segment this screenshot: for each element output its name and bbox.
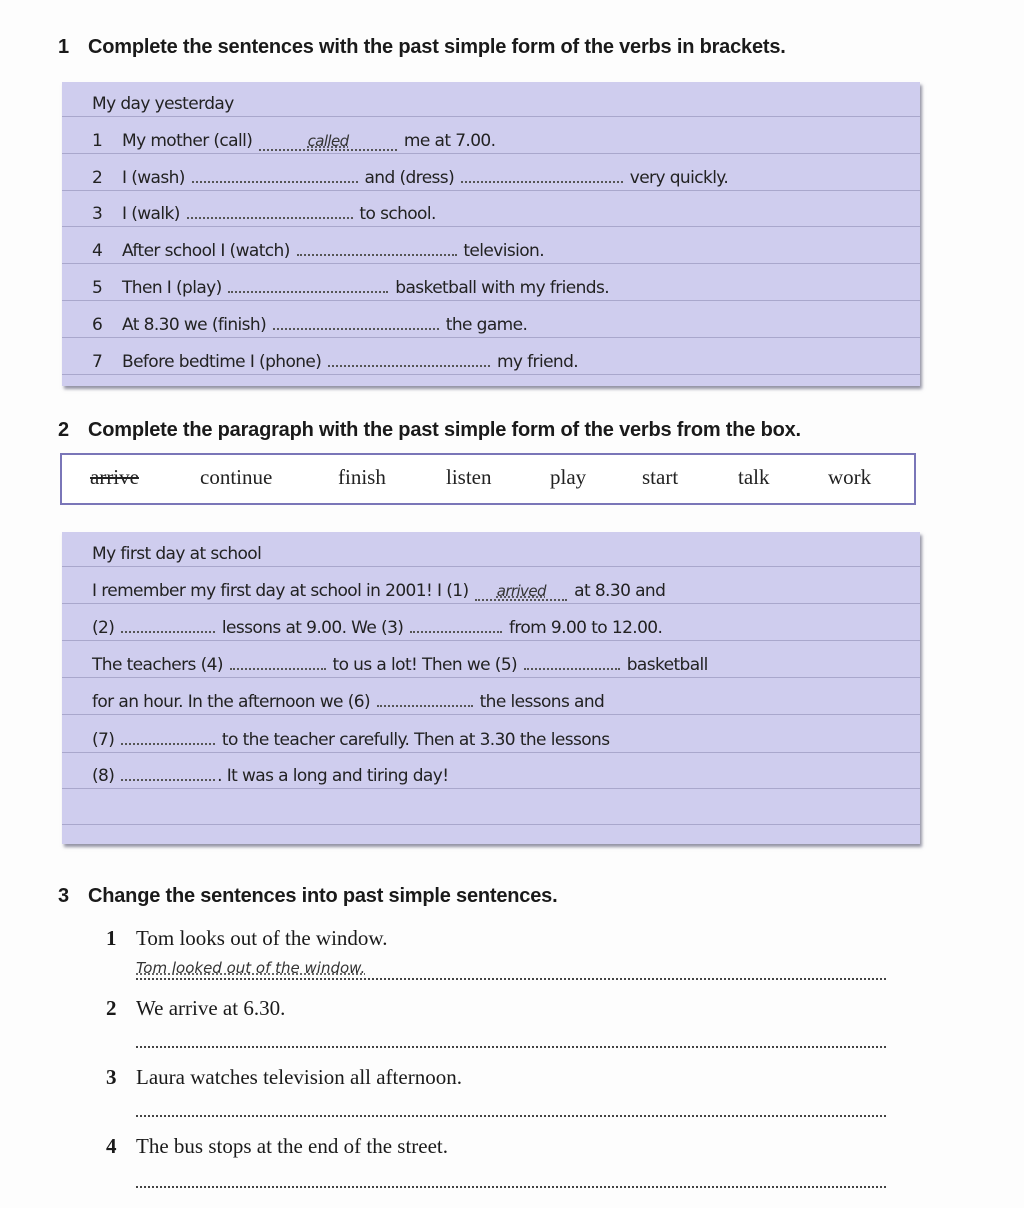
answer-blank[interactable] <box>121 731 215 745</box>
notebook-panel-my-day <box>62 82 920 386</box>
exercise-3-item: 2 We arrive at 6.30. <box>106 996 286 1020</box>
notebook-title: My day yesterday <box>62 92 920 117</box>
answer-line[interactable]: Tom looked out of the window. <box>136 958 886 980</box>
word-box-item: talk <box>738 465 770 489</box>
answer-blank[interactable] <box>461 169 623 183</box>
word-box-item: finish <box>338 465 386 489</box>
answer-blank[interactable] <box>228 279 388 293</box>
word-box-item: start <box>642 465 679 489</box>
empty-ruled-line <box>62 800 920 825</box>
exercise-3-item: 3 Laura watches television all afternoon. <box>106 1065 462 1089</box>
answer-blank[interactable] <box>524 656 620 670</box>
exercise-instruction: Complete the sentences with the past simple form of the verbs in brackets. <box>88 36 786 58</box>
answer-line[interactable] <box>136 1166 886 1188</box>
word-box-item: play <box>550 465 587 489</box>
answer-blank[interactable] <box>377 693 473 707</box>
answer-line[interactable] <box>136 1026 886 1048</box>
answer-blank[interactable] <box>187 205 353 219</box>
word-box <box>60 453 916 505</box>
sentence-line: 3 I (walk) to school. <box>62 202 920 227</box>
answer-blank[interactable] <box>410 619 502 633</box>
exercise-2-heading <box>58 419 801 442</box>
answer-blank[interactable] <box>297 242 457 256</box>
exercise-3-item: 4 The bus stops at the end of the street. <box>106 1134 449 1158</box>
word-box-item: work <box>828 465 872 489</box>
notebook-panel-first-day <box>62 532 920 844</box>
paragraph-line: The teachers (4) to us a lot! Then we (5) basketball <box>62 653 920 678</box>
word-box-item: continue <box>200 465 273 489</box>
answer-blank[interactable] <box>273 316 439 330</box>
sentence-line: 1 My mother (call) called me at 7.00. <box>62 129 920 154</box>
answer-blank[interactable] <box>230 656 326 670</box>
exercise-3-heading <box>58 885 557 908</box>
exercise-instruction: Complete the paragraph with the past simple form of the verbs from the box. <box>88 419 801 441</box>
paragraph-line: (2) lessons at 9.00. We (3) from 9.00 to 12.00. <box>62 616 920 641</box>
paragraph-line: (8) . It was a long and tiring day! <box>62 764 920 789</box>
answer-blank[interactable]: arrived <box>475 583 567 601</box>
notebook-title: My first day at school <box>62 542 920 567</box>
paragraph-line: I remember my first day at school in 2001! I (1) arrived at 8.30 and <box>62 579 920 604</box>
answer-blank[interactable] <box>328 353 490 367</box>
sentence-line: 2 I (wash) and (dress) very quickly. <box>62 166 920 191</box>
paragraph-line: for an hour. In the afternoon we (6) the lessons and <box>62 690 920 715</box>
exercise-number: 2 <box>58 419 69 441</box>
word-box-item: listen <box>446 465 492 489</box>
exercise-number: 3 <box>58 885 69 907</box>
answer-blank[interactable]: called <box>259 133 397 151</box>
exercise-instruction: Change the sentences into past simple sentences. <box>88 885 558 907</box>
answer-blank[interactable] <box>121 619 215 633</box>
sentence-line: 7 Before bedtime I (phone) my friend. <box>62 350 920 375</box>
word-box-item: arrive <box>90 465 139 489</box>
sentence-line: 6 At 8.30 we (finish) the game. <box>62 313 920 338</box>
answer-blank[interactable] <box>192 169 358 183</box>
sentence-line: 5 Then I (play) basketball with my friends. <box>62 276 920 301</box>
sentence-line: 4 After school I (watch) television. <box>62 239 920 264</box>
exercise-1-heading <box>58 36 786 59</box>
paragraph-line: (7) to the teacher carefully. Then at 3.30 the lessons <box>62 728 920 753</box>
exercise-number: 1 <box>58 36 69 58</box>
answer-line[interactable] <box>136 1095 886 1117</box>
exercise-3-item: 1 Tom looks out of the window. <box>106 926 388 950</box>
answer-blank[interactable] <box>121 767 215 781</box>
